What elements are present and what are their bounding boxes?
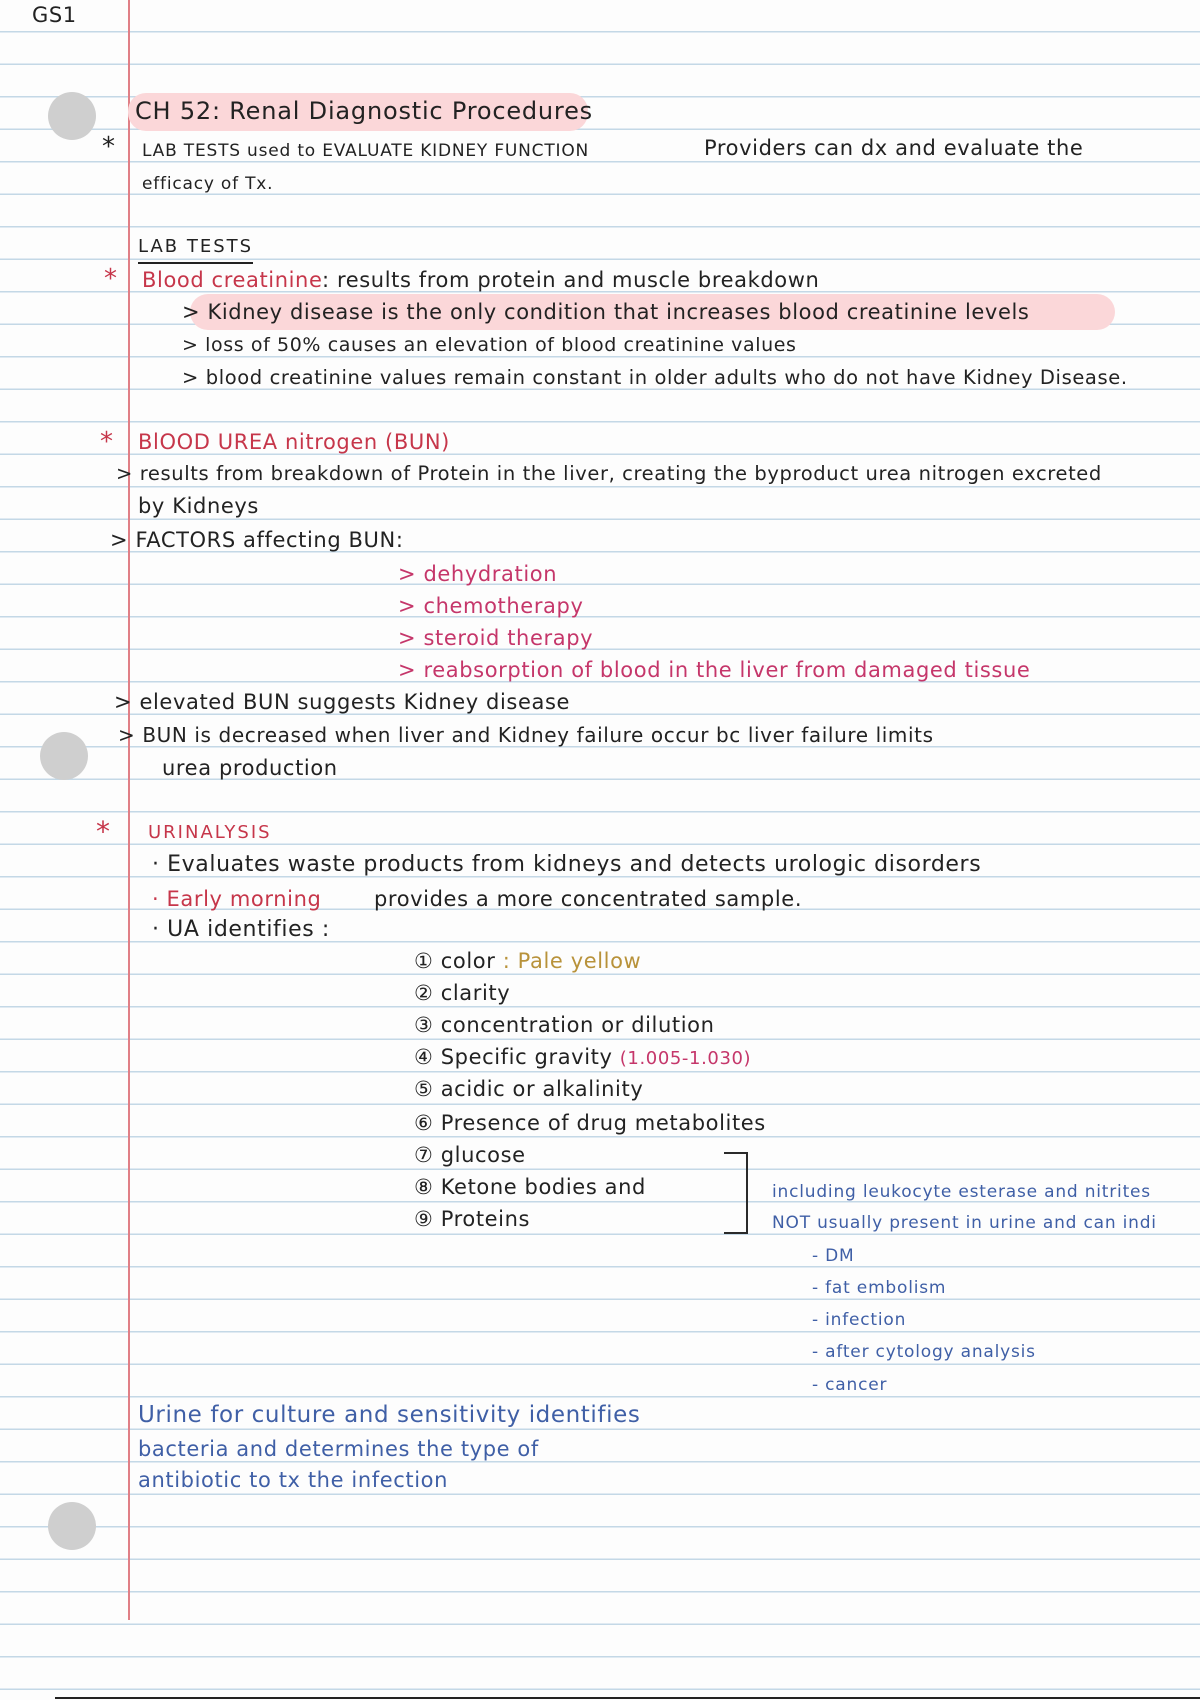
item-text: Proteins: [440, 1207, 531, 1231]
bun-factors-label: > FACTORS affecting BUN:: [110, 528, 404, 552]
item-number: ⑧: [414, 1175, 434, 1199]
item-number: ①: [414, 949, 434, 973]
item-text: color: [440, 949, 496, 973]
bun-factor: > reabsorption of blood in the liver from damaged tissue: [398, 658, 1031, 682]
item-number: ⑦: [414, 1143, 434, 1167]
item-extra: : Pale yellow: [502, 949, 642, 973]
urinalysis-note-line-1: including leukocyte esterase and nitrites: [772, 1182, 1151, 1202]
urinalysis-heading: URINALYSIS: [148, 822, 272, 843]
item-text: concentration or dilution: [440, 1013, 715, 1037]
identifies-item: [414, 1074, 643, 1104]
bracket: [724, 1152, 748, 1234]
bun-result-line-1: > results from breakdown of Protein in the liver, creating the byproduct urea nitrogen excreted: [116, 462, 1102, 485]
identifies-item: [414, 1140, 526, 1170]
urinalysis-bullet-early-morning: · Early morning: [152, 887, 322, 911]
page-title: CH 52: Renal Diagnostic Procedures: [135, 97, 593, 125]
star-marker: *: [96, 815, 111, 848]
bun-decreased-line-2: urea production: [162, 756, 338, 780]
identifies-item: [414, 978, 510, 1008]
identifies-item: [414, 1108, 766, 1138]
bun-elevated: > elevated BUN suggests Kidney disease: [114, 690, 571, 714]
identifies-item: [414, 1204, 530, 1234]
star-marker: *: [104, 264, 118, 294]
lab-tests-heading: LAB TESTS: [138, 232, 253, 264]
condition-item: - fat embolism: [812, 1278, 947, 1298]
item-extra: (1.005-1.030): [619, 1048, 752, 1069]
bottom-rule: [55, 1697, 1200, 1699]
condition-item: - DM: [812, 1246, 855, 1266]
item-number: ⑤: [414, 1077, 434, 1101]
bun-decreased-line-1: > BUN is decreased when liver and Kidney failure occur bc liver failure limits: [118, 723, 934, 747]
identifies-item: [414, 1042, 751, 1074]
item-text: Specific gravity: [440, 1045, 613, 1069]
condition-item: - after cytology analysis: [812, 1342, 1036, 1362]
culture-line: antibiotic to tx the infection: [138, 1468, 449, 1492]
item-text: Presence of drug metabolites: [440, 1111, 766, 1135]
intro-line-a: LAB TESTS used to EVALUATE KIDNEY FUNCTION: [142, 141, 590, 161]
intro-line-2: efficacy of Tx.: [142, 174, 274, 194]
item-number: ③: [414, 1013, 434, 1037]
creatinine-point: > Kidney disease is the only condition that increases blood creatinine levels: [182, 300, 1030, 324]
urinalysis-note-line-2: NOT usually present in urine and can indi: [772, 1213, 1157, 1233]
bun-factor: > steroid therapy: [398, 626, 594, 650]
condition-item: - infection: [812, 1310, 907, 1330]
creatinine-term: Blood creatinine: [142, 268, 323, 292]
item-number: ②: [414, 981, 434, 1005]
culture-line: Urine for culture and sensitivity identifies: [138, 1402, 641, 1428]
item-number: ⑥: [414, 1111, 434, 1135]
urinalysis-bullet: · Evaluates waste products from kidneys and detects urologic disorders: [152, 852, 982, 877]
star-marker: *: [100, 427, 114, 457]
margin-line: [128, 0, 130, 1620]
bun-factor: > chemotherapy: [398, 594, 584, 618]
intro-line-b: Providers can dx and evaluate the: [704, 136, 1084, 160]
punch-hole-bottom: [48, 1502, 96, 1550]
punch-hole-top: [48, 92, 96, 140]
item-text: acidic or alkalinity: [440, 1077, 644, 1101]
identifies-item: [414, 946, 641, 976]
creatinine-point: > blood creatinine values remain constant in older adults who do not have Kidney Disease.: [182, 366, 1128, 389]
bun-heading: BlOOD UREA nitrogen (BUN): [138, 430, 450, 454]
item-text: clarity: [440, 981, 511, 1005]
creatinine-point: > loss of 50% causes an elevation of blood creatinine values: [182, 334, 797, 356]
item-text: Ketone bodies and: [440, 1175, 646, 1199]
urinalysis-bullet: · UA identifies :: [152, 917, 330, 942]
item-text: glucose: [440, 1143, 526, 1167]
identifies-item: [414, 1010, 715, 1040]
creatinine-definition: : results from protein and muscle breakdown: [322, 268, 820, 292]
urinalysis-bullet-sample: provides a more concentrated sample.: [374, 887, 803, 911]
bun-factor: > dehydration: [398, 562, 558, 586]
star-marker: *: [102, 132, 116, 162]
item-number: ④: [414, 1045, 434, 1069]
page-id: GS1: [32, 3, 77, 27]
bun-result-line-2: by Kidneys: [138, 494, 259, 518]
condition-item: - cancer: [812, 1375, 888, 1395]
culture-line: bacteria and determines the type of: [138, 1437, 539, 1461]
punch-hole-middle: [40, 732, 88, 780]
identifies-item: [414, 1172, 646, 1202]
item-number: ⑨: [414, 1207, 434, 1231]
